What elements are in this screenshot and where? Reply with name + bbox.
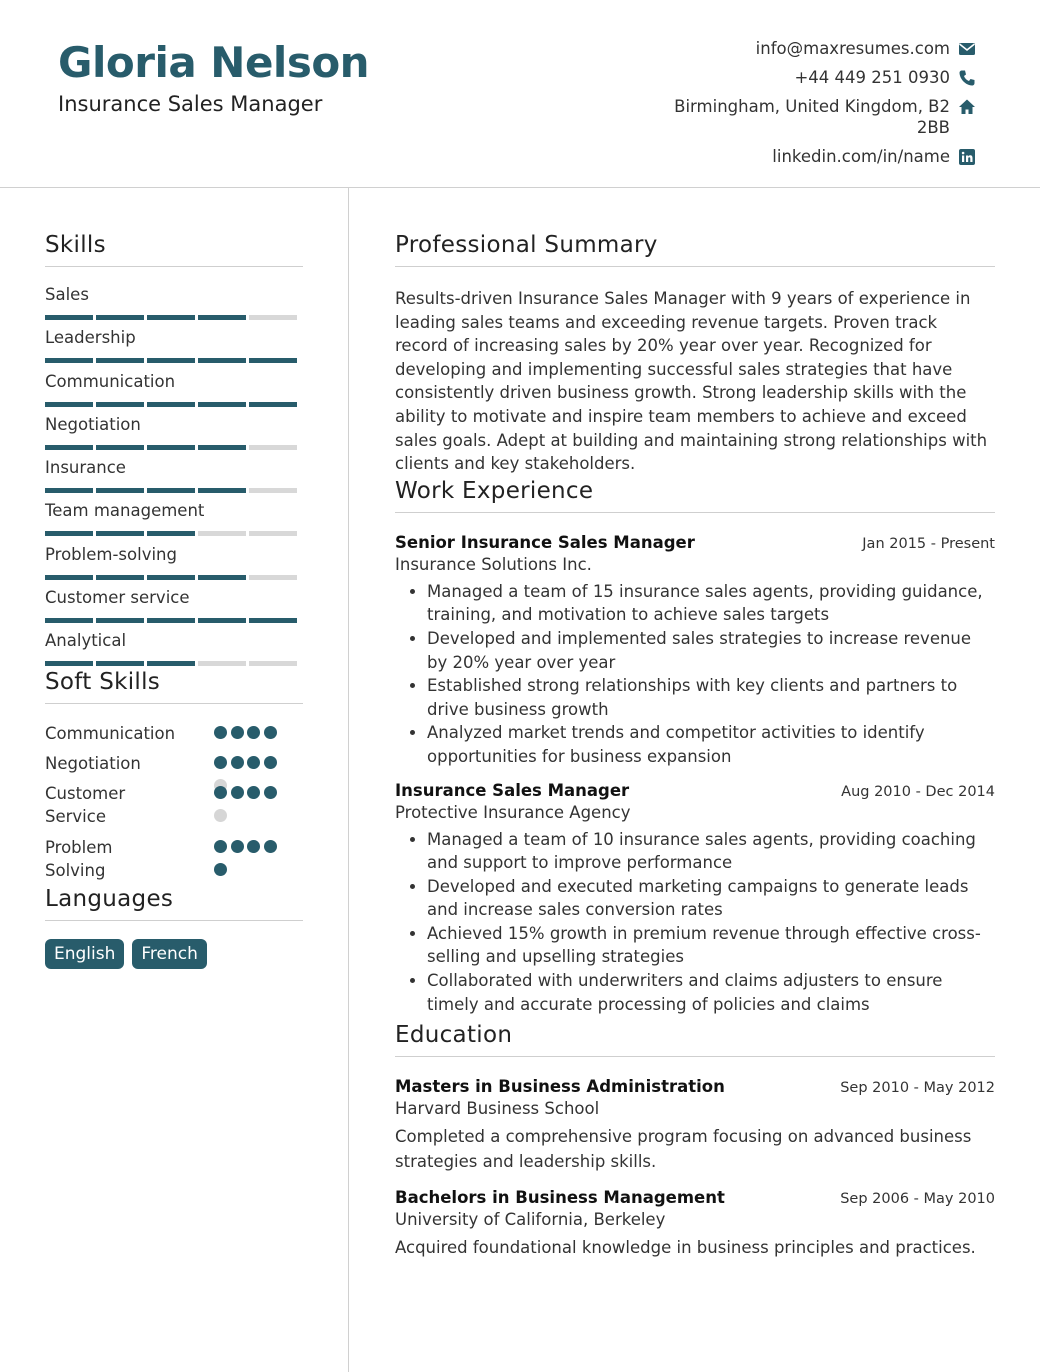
education-entry: [395, 1188, 995, 1260]
sidebar: [45, 232, 303, 969]
soft-skill-dot: [264, 786, 277, 799]
experience-heading: Work Experience: [395, 478, 995, 513]
skill-level-segment: [198, 531, 246, 536]
skill-level-segment: [96, 445, 144, 450]
skill-level-segment: [198, 445, 246, 450]
job-bullet: • Developed and implemented sales strategies to increase revenue by 20% year over year: [427, 627, 995, 674]
skill-level-segment: [96, 618, 144, 623]
skill-level-segment: [249, 358, 297, 363]
skill-level-segment: [147, 531, 195, 536]
skill-level-segment: [249, 488, 297, 493]
skill-level-segment: [147, 358, 195, 363]
summary-heading: Professional Summary: [395, 232, 995, 267]
education-heading: Education: [395, 1022, 995, 1057]
soft-skill-name: Negotiation: [45, 753, 141, 773]
skill-level-bars: [45, 488, 303, 493]
language-badge: English: [45, 939, 124, 969]
soft-skill-dot: [231, 840, 244, 853]
skill-level-segment: [45, 575, 93, 580]
job-title: Senior Insurance Sales Manager: [395, 532, 695, 552]
job-bullet: • Managed a team of 10 insurance sales agents, providing coaching and support to improve performance: [427, 828, 995, 875]
soft-skills-heading: Soft Skills: [45, 669, 303, 704]
degree-title: Masters in Business Administration: [395, 1077, 725, 1097]
skill-level-segment: [198, 488, 246, 493]
soft-skill-name: Problem Solving: [45, 837, 113, 880]
skill-level-segment: [198, 618, 246, 623]
job-company: Protective Insurance Agency: [395, 802, 631, 822]
skill-level-bars: [45, 402, 303, 407]
job-title: Insurance Sales Manager: [395, 780, 630, 800]
candidate-name: Gloria Nelson: [58, 38, 370, 87]
soft-skill-item: [45, 722, 303, 752]
soft-skill-item: [45, 836, 303, 890]
skill-item: [45, 415, 303, 458]
skill-level-segment: [249, 402, 297, 407]
soft-skill-dot: [214, 726, 227, 739]
skill-level-segment: [45, 618, 93, 623]
resume-header: [0, 0, 1040, 188]
skill-level-segment: [96, 402, 144, 407]
home-icon: [958, 98, 976, 116]
skill-name: Communication: [45, 371, 176, 391]
job-company: Insurance Solutions Inc.: [395, 554, 592, 574]
skill-name: Customer service: [45, 588, 190, 608]
job-bullet: • Established strong relationships with key clients and partners to drive business growth: [427, 674, 995, 721]
education-description: Acquired foundational knowledge in business principles and practices.: [395, 1238, 976, 1258]
skill-level-segment: [249, 661, 297, 666]
job-header: [395, 533, 995, 552]
skill-level-segment: [45, 488, 93, 493]
skill-level-bars: [45, 358, 303, 363]
school-name: Harvard Business School: [395, 1099, 600, 1119]
soft-skill-level-dots: [214, 786, 292, 832]
skill-level-bars: [45, 618, 303, 623]
skill-level-segment: [96, 661, 144, 666]
education-header: [395, 1077, 995, 1096]
soft-skills-list: [45, 722, 303, 890]
soft-skill-dot: [264, 840, 277, 853]
skill-level-segment: [147, 402, 195, 407]
soft-skill-dot: [214, 809, 227, 822]
school-name: University of California, Berkeley: [395, 1210, 666, 1230]
job-date: Aug 2010 - Dec 2014: [841, 783, 995, 800]
skill-level-segment: [147, 661, 195, 666]
skill-name: Negotiation: [45, 414, 141, 434]
soft-skill-dot: [231, 786, 244, 799]
job-bullet: • Managed a team of 15 insurance sales agents, providing guidance, training, and motivation to achieve sales targets: [427, 580, 995, 627]
contact-linkedin[interactable]: [646, 146, 976, 167]
skill-item: [45, 458, 303, 501]
skill-name: Sales: [45, 285, 89, 304]
skill-name: Analytical: [45, 631, 127, 651]
contact-list: [646, 38, 976, 175]
education-description: Completed a comprehensive program focusing on advanced business strategies and leadership skills.: [395, 1127, 972, 1172]
skill-item: [45, 501, 303, 544]
main-content: [395, 232, 995, 1274]
skill-level-segment: [147, 315, 195, 320]
job-bullet: • Developed and executed marketing campaigns to generate leads and increase sales conversion rates: [427, 875, 995, 922]
soft-skill-dot: [247, 756, 260, 769]
skill-level-segment: [249, 315, 297, 320]
skill-level-segment: [45, 661, 93, 666]
job-date: Jan 2015 - Present: [862, 535, 995, 552]
phone-icon: [958, 69, 976, 87]
skill-name: Leadership: [45, 328, 136, 348]
skill-level-segment: [249, 618, 297, 623]
skill-level-segment: [96, 575, 144, 580]
skill-level-segment: [45, 445, 93, 450]
job-entry: [395, 533, 995, 769]
skill-level-bars: [45, 445, 303, 450]
contact-address-text: Birmingham, United Kingdom, B2 2BB: [674, 97, 950, 137]
job-bullet: • Achieved 15% growth in premium revenue through effective cross-selling and upselling strategies: [427, 922, 995, 969]
skill-level-bars: [45, 315, 303, 320]
skill-level-segment: [45, 402, 93, 407]
soft-skill-dot: [214, 840, 227, 853]
skill-level-segment: [198, 661, 246, 666]
soft-skill-level-dots: [214, 840, 292, 886]
language-badge: French: [132, 939, 207, 969]
soft-skill-dot: [264, 756, 277, 769]
skill-name: Team management: [45, 501, 205, 521]
skills-heading: Skills: [45, 232, 303, 267]
soft-skill-dot: [247, 840, 260, 853]
contact-email-text[interactable]: info@maxresumes.com: [755, 39, 950, 58]
soft-skill-dot: [214, 786, 227, 799]
soft-skill-dot: [214, 863, 227, 876]
skills-list: [45, 285, 303, 675]
skill-level-segment: [198, 575, 246, 580]
skill-level-bars: [45, 531, 303, 536]
skill-level-segment: [147, 575, 195, 580]
experience-list: [395, 533, 995, 1017]
soft-skill-item: [45, 782, 303, 836]
skill-item: [45, 545, 303, 588]
skill-level-segment: [249, 575, 297, 580]
skill-level-segment: [147, 618, 195, 623]
contact-address: [646, 96, 976, 138]
soft-skill-dot: [247, 786, 260, 799]
skill-level-segment: [198, 315, 246, 320]
skill-level-segment: [249, 445, 297, 450]
candidate-title: Insurance Sales Manager: [58, 92, 323, 116]
education-list: [395, 1077, 995, 1260]
job-bullets: [395, 828, 995, 1017]
soft-skill-dot: [264, 726, 277, 739]
summary-text: Results-driven Insurance Sales Manager with 9 years of experience in leading sales teams and exceeding revenue targets. Proven track record of increasing sales by 20% year over year. Recognized for developing and implementing successful sales strategies that have consistently driven business growth. Strong leadership skills with the ability to motivate and inspire team members to achieve and exceed sales goals. Adept at building and maintaining strong relationships with clients and key stakeholders.: [395, 289, 988, 474]
education-entry: [395, 1077, 995, 1174]
soft-skill-dot: [231, 756, 244, 769]
linkedin-icon: [958, 148, 976, 166]
envelope-icon: [958, 40, 976, 58]
skill-level-segment: [198, 402, 246, 407]
skill-item: [45, 372, 303, 415]
contact-phone[interactable]: [646, 67, 976, 88]
languages-heading: Languages: [45, 886, 303, 921]
skill-name: Problem-solving: [45, 544, 177, 564]
education-date: Sep 2006 - May 2010: [840, 1191, 995, 1208]
skill-level-segment: [45, 358, 93, 363]
job-bullet: • Collaborated with underwriters and claims adjusters to ensure timely and accurate processing of policies and claims: [427, 969, 995, 1016]
skill-level-segment: [198, 358, 246, 363]
column-divider: [348, 188, 349, 1372]
skill-level-bars: [45, 661, 303, 666]
skill-level-segment: [249, 531, 297, 536]
job-bullets: [395, 580, 995, 769]
education-date: Sep 2010 - May 2012: [840, 1080, 995, 1097]
skill-item: [45, 588, 303, 631]
education-header: [395, 1188, 995, 1207]
soft-skill-name: Customer Service: [45, 783, 126, 826]
degree-title: Bachelors in Business Management: [395, 1188, 725, 1208]
skill-name: Insurance: [45, 458, 126, 478]
contact-linkedin-text[interactable]: linkedin.com/in/name: [772, 147, 950, 166]
soft-skill-dot: [231, 726, 244, 739]
skill-level-segment: [147, 445, 195, 450]
skill-level-segment: [45, 531, 93, 536]
soft-skill-dot: [214, 756, 227, 769]
contact-email[interactable]: [646, 38, 976, 59]
skill-level-segment: [96, 315, 144, 320]
soft-skill-dot: [247, 726, 260, 739]
job-bullet: • Analyzed market trends and competitor activities to identify opportunities for business expansion: [427, 721, 995, 768]
skill-level-segment: [96, 358, 144, 363]
skill-level-segment: [45, 315, 93, 320]
skill-item: [45, 285, 303, 328]
job-header: [395, 781, 995, 800]
skill-item: [45, 328, 303, 371]
job-entry: [395, 781, 995, 1017]
languages-list: [45, 939, 303, 969]
skill-level-segment: [96, 488, 144, 493]
skill-level-segment: [147, 488, 195, 493]
skill-level-bars: [45, 575, 303, 580]
skill-level-segment: [96, 531, 144, 536]
soft-skill-item: [45, 752, 303, 782]
soft-skill-name: Communication: [45, 723, 176, 743]
soft-skill-level-dots: [214, 726, 292, 749]
contact-phone-text[interactable]: +44 449 251 0930: [794, 68, 950, 87]
